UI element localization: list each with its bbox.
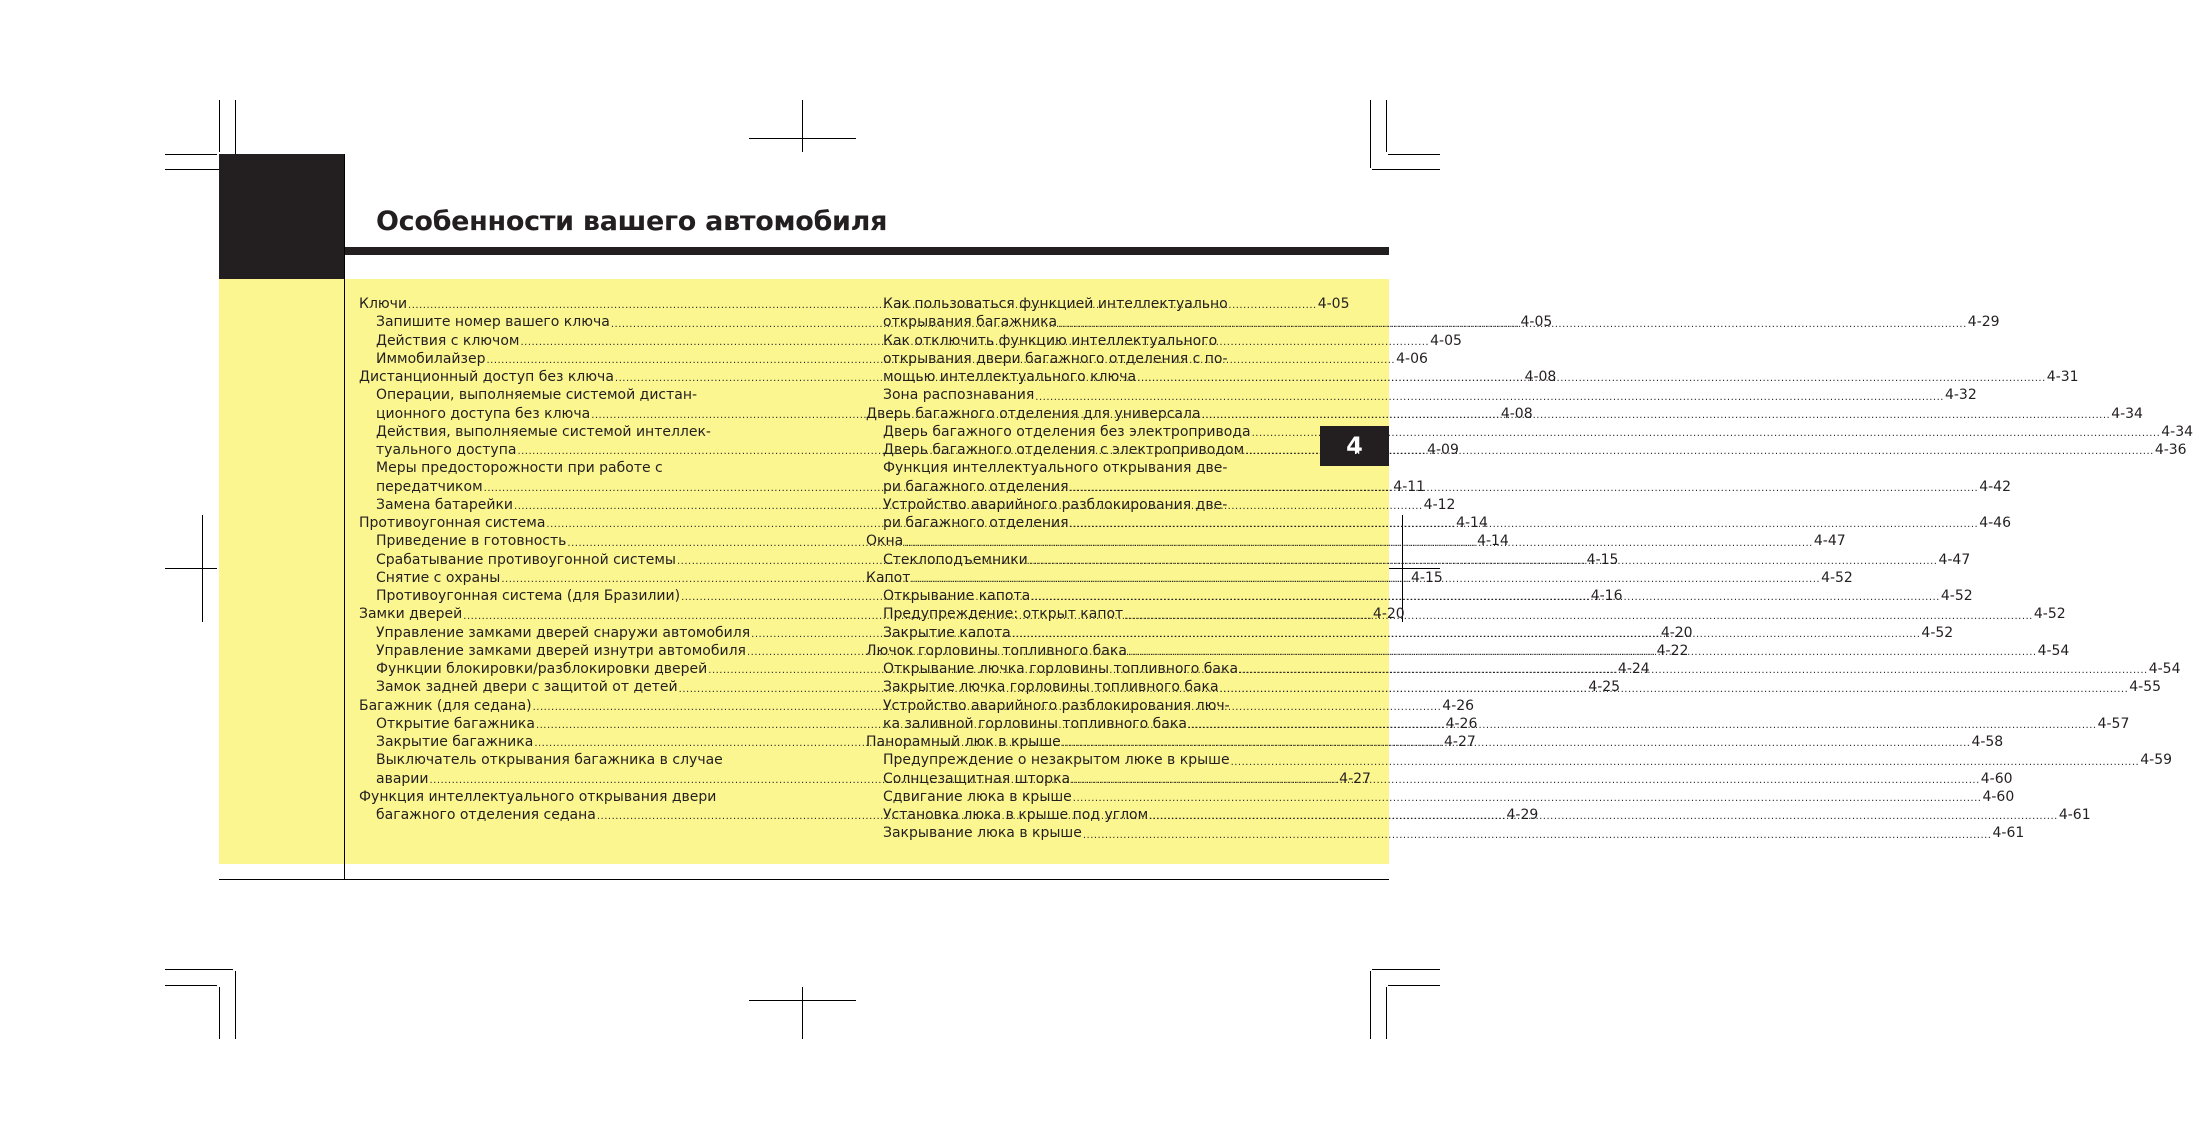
toc-entry-title: Сдвигание люка в крыше [883, 788, 1072, 805]
toc-entry-title: Дистанционный доступ без ключа [359, 369, 614, 385]
toc-entry-title: Как отключить функцию интеллектуального [883, 332, 1218, 349]
crop-mark [749, 138, 856, 139]
bottom-divider [219, 879, 1389, 880]
toc-dot-leader [1128, 646, 2037, 660]
toc-page-number: 4-47 [1938, 551, 1971, 568]
toc-page-number: 4-08 [1524, 369, 1557, 385]
toc-entry-title: Панорамный люк в крыше [866, 734, 1061, 750]
toc-page-number: 4-52 [1940, 588, 1973, 604]
toc-page-number: 4-60 [1980, 770, 2013, 787]
toc-page-number: 4-55 [2129, 679, 2162, 696]
toc-page-number: 4-22 [1656, 642, 1689, 659]
toc-entry-title: Стеклоподъемники [883, 551, 1028, 568]
toc-page-number: 4-20 [1372, 606, 1405, 623]
toc-entry-title: Противоугонная система (для Бразилии) [376, 588, 681, 604]
toc-page-number: 4-46 [1979, 515, 2011, 531]
toc-entry-title: Солнцезащитная шторка [883, 770, 1071, 787]
toc-entry [866, 459, 1309, 477]
toc-page-number: 4-34 [2161, 423, 2193, 440]
vertical-divider [344, 154, 345, 880]
toc-page-number: 4-61 [1992, 825, 2025, 842]
toc-page-number: 4-29 [1506, 807, 1539, 823]
toc-entry-title: Срабатывание противоугонной системы [376, 551, 676, 568]
toc-entry-title: аварии [376, 770, 429, 787]
toc-dot-leader [1231, 756, 2140, 770]
toc-page-number: 4-06 [1396, 350, 1428, 367]
toc-entry-title: Запишите номер вашего ключа [376, 314, 610, 331]
toc-page-number: 4-11 [1393, 478, 1426, 495]
toc-entry [866, 496, 1309, 514]
toc-dot-leader [1220, 683, 2129, 697]
toc-page-number: 4-52 [2033, 606, 2066, 623]
toc-entry-title: ционного доступа без ключа [376, 405, 591, 422]
toc-entry-title: мощью интеллектуального ключа [883, 369, 1137, 385]
crop-mark [219, 100, 220, 152]
toc-entry-title: Закрытие багажника [376, 734, 534, 750]
toc-page-number: 4-52 [1821, 569, 1853, 586]
toc-dot-leader [1202, 409, 2111, 423]
toc-dot-leader [1070, 518, 1979, 532]
crop-mark [1370, 100, 1371, 168]
toc-page-number: 4-26 [1445, 715, 1478, 732]
toc-page-number: 4-05 [1520, 314, 1553, 331]
toc-page-number: 4-52 [1921, 624, 1954, 641]
toc-page-number: 4-60 [1982, 788, 2015, 805]
toc-entry-title: Багажник (для седана) [359, 697, 532, 714]
toc-entry[interactable] [866, 824, 2025, 842]
toc-entry-title: Капот [866, 569, 911, 586]
toc-dot-leader [1083, 829, 1992, 843]
toc-page-number: 4-31 [2046, 369, 2079, 385]
toc-entry-title: ри багажного отделения [883, 478, 1069, 495]
page-title: Особенности вашего автомобиля [376, 206, 888, 237]
toc-page-number: 4-27 [1443, 734, 1476, 750]
toc-entry-title: Закрытие лючка горловины топливного бака [883, 679, 1219, 696]
toc-entry-title: Предупреждение о незакрытом люке в крыше [883, 752, 1230, 769]
toc-entry-title: Закрывание люка в крыше [883, 825, 1082, 842]
crop-mark [802, 987, 803, 1039]
toc-dot-leader [1058, 318, 1967, 332]
crop-mark [1370, 971, 1371, 1039]
toc-entry-title: Открывание капота [883, 588, 1031, 604]
crop-mark [1372, 969, 1440, 970]
toc-entry-title: Устройство аварийного разблокирования люч- [883, 697, 1230, 714]
toc-dot-leader [1071, 774, 1980, 788]
toc-dot-leader [1031, 591, 1940, 605]
crop-mark [1388, 985, 1440, 986]
crop-mark [165, 568, 217, 569]
crop-mark [235, 971, 236, 1039]
crop-mark [1386, 987, 1387, 1039]
toc-entry-title: Меры предосторожности при работе с [376, 460, 663, 477]
toc-entry-title: Окна [866, 533, 904, 550]
toc-entry-title: багажного отделения седана [376, 807, 596, 823]
toc-entry-title: Иммобилайзер [376, 350, 486, 367]
crop-mark [219, 987, 220, 1039]
toc-page-number: 4-24 [1617, 661, 1650, 677]
toc-entry [359, 788, 802, 806]
toc-entry-title: Операции, выполняемые системой дистан- [376, 387, 698, 404]
toc-page-number: 4-29 [1967, 314, 2000, 331]
crop-mark [1372, 169, 1440, 170]
toc-entry-title: Управление замками дверей снаружи автомобиля [376, 624, 751, 641]
toc-dot-leader [1124, 610, 2033, 624]
toc-page-number: 4-54 [2037, 642, 2070, 659]
crop-mark [165, 985, 217, 986]
toc-entry-title: Замки дверей [359, 606, 463, 623]
toc-page-number: 4-42 [1979, 478, 2011, 495]
chapter-tab[interactable]: 4 [1320, 426, 1389, 466]
toc-page-number: 4-05 [1317, 296, 1350, 312]
toc-dot-leader [1070, 482, 1979, 496]
toc-dot-leader [1073, 792, 1982, 806]
toc-dot-leader [911, 573, 1820, 587]
toc-entry-title: Противоугонная система [359, 515, 546, 531]
toc-page-number: 4-26 [1442, 697, 1475, 714]
toc-entry-title: Дверь багажного отделения с электроприводом [883, 442, 1245, 458]
toc-entry [359, 386, 802, 404]
toc-page-number: 4-54 [2148, 661, 2181, 677]
toc-page-number: 4-58 [1971, 734, 2004, 750]
toc-page-number: 4-09 [1427, 442, 1459, 458]
toc-page-number: 4-05 [1430, 332, 1462, 349]
toc-page-number: 4-16 [1590, 588, 1623, 604]
toc-entry-title: Открытие багажника [376, 715, 535, 732]
toc-page-number: 4-20 [1660, 624, 1693, 641]
toc-entry-title: Устройство аварийного разблокирования две- [883, 496, 1228, 513]
crop-mark [165, 154, 217, 155]
crop-mark [1386, 100, 1387, 152]
toc-entry-title: туального доступа [376, 442, 517, 458]
toc-page-number: 4-08 [1500, 405, 1533, 422]
toc-entry [866, 697, 1309, 715]
toc-page-number: 4-15 [1586, 551, 1619, 568]
toc-entry-title: открывания двери багажного отделения с по- [883, 350, 1228, 367]
toc-dot-leader [1012, 628, 1921, 642]
toc-page-number: 4-36 [2154, 442, 2187, 458]
toc-entry [866, 350, 1309, 368]
toc-entry-title: Закрытие капота [883, 624, 1011, 641]
toc-dot-leader [1252, 427, 2161, 441]
toc-dot-leader [1188, 719, 2097, 733]
toc-page-number: 4-34 [2111, 405, 2143, 422]
toc-page-number: 4-47 [1813, 533, 1846, 550]
toc-page-number: 4-27 [1339, 770, 1371, 787]
toc-entry-title: Действия с ключом [376, 332, 520, 349]
toc-dot-leader [1149, 810, 2058, 824]
toc-dot-leader [1239, 664, 2148, 678]
toc-entry[interactable] [866, 423, 2193, 441]
toc-entry-title: ка заливной горловины топливного бака [883, 715, 1187, 732]
toc-page-number: 4-14 [1456, 515, 1488, 531]
toc-entry[interactable] [866, 751, 2173, 769]
chapter-header-block [219, 154, 344, 279]
toc-entry [359, 423, 802, 441]
toc-page-number: 4-57 [2097, 715, 2130, 732]
toc-entry-title: Приведение в готовность [376, 533, 567, 550]
toc-entry [359, 459, 802, 477]
toc-entry [866, 332, 1309, 350]
crop-mark [1388, 154, 1440, 155]
toc-dot-leader [1035, 391, 1944, 405]
toc-entry-title: ри багажного отделения [883, 515, 1069, 531]
toc-entry [359, 751, 802, 769]
toc-entry-title: Управление замками дверей изнутри автомобиля [376, 642, 746, 659]
toc-page-number: 4-25 [1588, 679, 1621, 696]
toc-entry[interactable] [866, 386, 1977, 404]
toc-entry-title: Дверь багажного отделения для универсала [866, 405, 1201, 422]
title-underline [345, 247, 1389, 255]
toc-entry-title: Как пользоваться функцией интеллектуально [883, 296, 1228, 312]
toc-entry-title: Открывание лючка горловины топливного бака [883, 661, 1239, 677]
toc-page-number: 4-14 [1477, 533, 1509, 550]
toc-dot-leader [904, 537, 1813, 551]
toc-entry-title: Функция интеллектуального открывания двери [359, 788, 717, 805]
toc-dot-leader [1245, 445, 2154, 459]
toc-entry [866, 295, 1309, 313]
toc-page-number: 4-61 [2058, 807, 2091, 823]
margin-panel [219, 279, 344, 864]
toc-entry-title: Замена батарейки [376, 496, 514, 513]
toc-entry-title: передатчиком [376, 478, 483, 495]
toc-entry[interactable] [866, 788, 2015, 806]
toc-entry-title: Лючок горловины топливного бака [866, 642, 1127, 659]
toc-entry-title: Снятие с охраны [376, 569, 501, 586]
toc-entry-title: Предупреждение: открыт капот [883, 606, 1124, 623]
crop-mark [165, 969, 233, 970]
toc-entry-title: Ключи [359, 296, 408, 312]
toc-dot-leader [1062, 737, 1971, 751]
toc-entry-title: Дверь багажного отделения без электропривода [883, 423, 1251, 440]
toc-entry-title: Установка люка в крыше под углом [883, 807, 1149, 823]
toc-entry-title: Функции блокировки/разблокировки дверей [376, 661, 708, 677]
crop-mark [802, 100, 803, 152]
toc-entry-title: Замок задней двери с защитой от детей [376, 679, 678, 696]
toc-entry-title: Выключатель открывания багажника в случае [376, 752, 723, 769]
toc-entry-title: Функция интеллектуального открывания две- [883, 460, 1228, 477]
toc-page-number: 4-12 [1423, 496, 1456, 513]
toc-page-number: 4-15 [1411, 569, 1443, 586]
toc-dot-leader [1137, 372, 2046, 386]
toc-entry-title: открывания багажника [883, 314, 1058, 331]
toc-entry-title: Зона распознавания [883, 387, 1035, 404]
toc-page-number: 4-59 [2140, 752, 2173, 769]
toc-dot-leader [1029, 555, 1938, 569]
toc-entry-title: Действия, выполняемые системой интеллек- [376, 423, 711, 440]
toc-page-number: 4-32 [1944, 387, 1977, 404]
